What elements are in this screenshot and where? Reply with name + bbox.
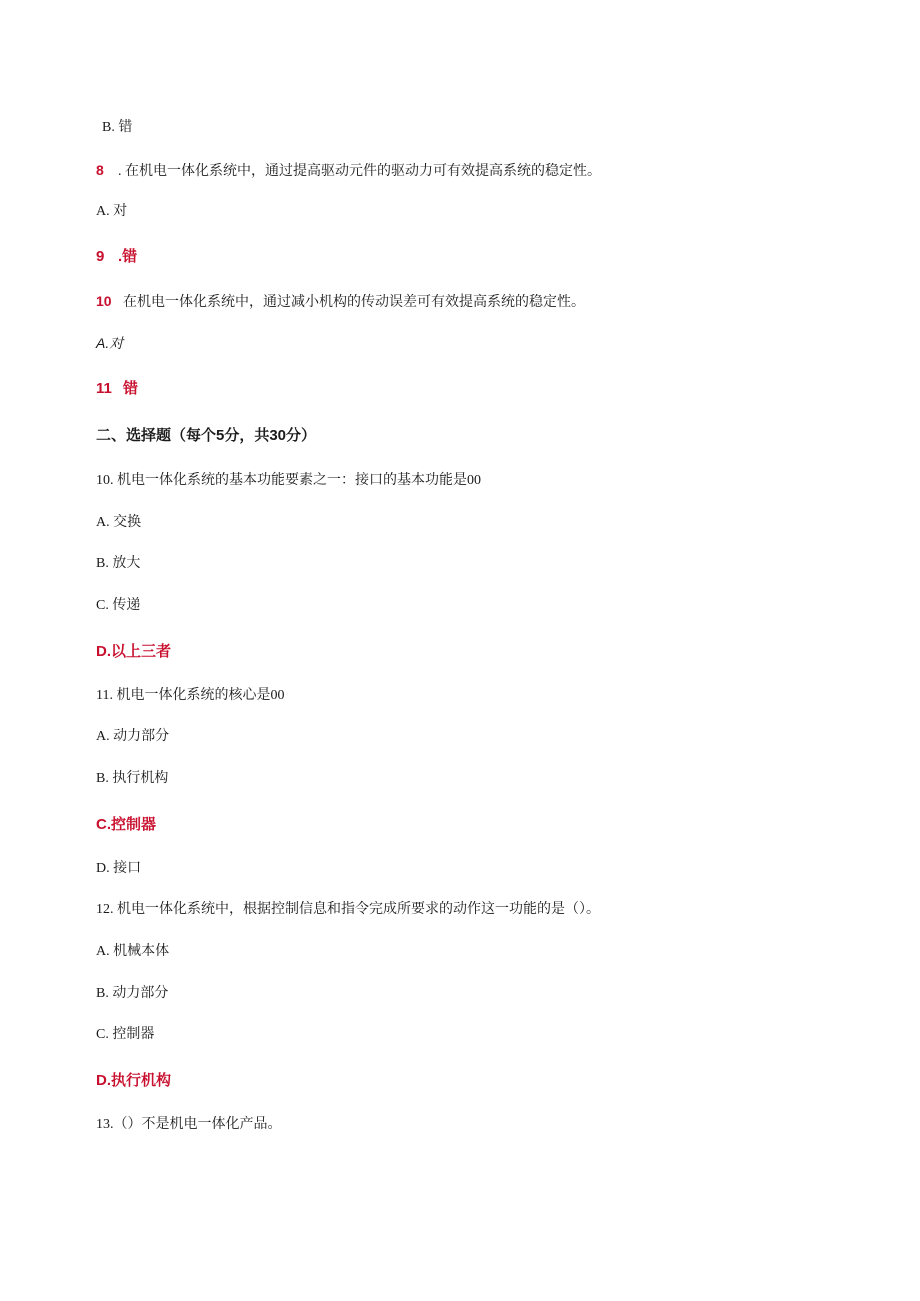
question-10-tf: [96, 291, 585, 313]
question-text: 10. 机电一体化系统的基本功能要素之一：接口的基本功能是00: [96, 473, 481, 488]
answer-text: D.以上三者: [96, 643, 172, 660]
option-a-correct-italic: [96, 333, 123, 353]
option-text: A. 对: [96, 204, 128, 219]
answer-option-c: [96, 815, 156, 835]
question-text: 13.（）不是机电一体化产品。: [96, 1117, 282, 1132]
option-text: D. 接口: [96, 861, 142, 876]
question-12-choice: [96, 900, 600, 920]
option-a: [96, 942, 169, 962]
question-number: 11: [96, 380, 112, 397]
option-d: [96, 859, 141, 879]
option-b: [96, 769, 168, 789]
answer-11: [96, 379, 138, 399]
option-b: [96, 554, 140, 574]
question-number: 10: [96, 293, 112, 309]
question-text: . 在机电一体化系统中，通过提高驱动元件的驱动力可有效提高系统的稳定性。: [118, 164, 601, 179]
option-text: A. 机械本体: [96, 944, 170, 959]
section-title: 二、选择题（每个5分，共30分）: [96, 427, 317, 444]
question-8: [96, 160, 601, 182]
option-text: B. 动力部分: [96, 986, 169, 1001]
answer-option-d: [96, 642, 171, 662]
question-number: 8: [96, 162, 104, 178]
answer-text: 错: [123, 380, 139, 397]
question-text: 12. 机电一体化系统中，根据控制信息和指令完成所要求的动作这一功能的是（）。: [96, 902, 600, 917]
question-text: 在机电一体化系统中，通过减小机构的传动误差可有效提高系统的稳定性。: [123, 295, 585, 310]
answer-option-d: [96, 1071, 171, 1091]
section-heading: [96, 426, 316, 446]
option-text: C. 传递: [96, 598, 141, 613]
answer-text: D.执行机构: [96, 1072, 172, 1089]
option-text: C. 控制器: [96, 1027, 155, 1042]
answer-text: .错: [118, 248, 138, 265]
answer-text: C.控制器: [96, 816, 157, 833]
question-text: 11. 机电一体化系统的核心是00: [96, 688, 285, 703]
option-c: [96, 1025, 154, 1045]
option-b-wrong: [102, 118, 132, 138]
option-b: [96, 984, 168, 1004]
option-text: A. 交换: [96, 515, 142, 530]
option-a: [96, 513, 141, 533]
option-text: B. 放大: [96, 556, 141, 571]
option-c: [96, 596, 140, 616]
option-a: [96, 727, 169, 747]
option-a-correct: [96, 202, 127, 222]
option-text: B. 错: [102, 120, 133, 135]
question-10-choice: [96, 471, 481, 491]
option-text: A.对: [96, 335, 124, 351]
option-text: A. 动力部分: [96, 729, 170, 744]
answer-9: [96, 247, 137, 267]
option-text: B. 执行机构: [96, 771, 169, 786]
question-13-choice: [96, 1115, 282, 1135]
question-number: 9: [96, 248, 105, 265]
question-11-choice: [96, 686, 284, 706]
